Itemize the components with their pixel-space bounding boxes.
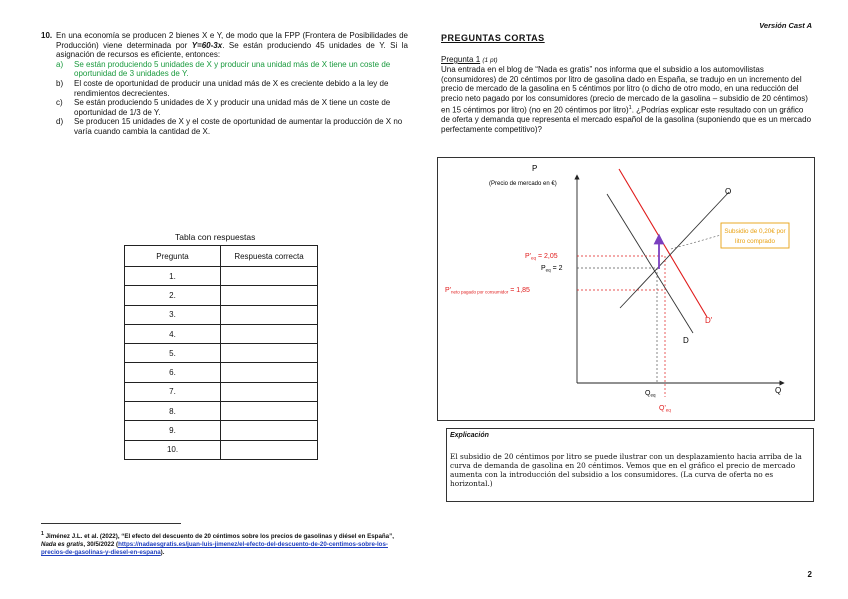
option-c: [56, 98, 408, 117]
p-net-prefix: P': [445, 287, 452, 294]
stem-text-end: . Se están produciendo 45 unidades de Y. Si la asignación de recursos es eficiente, entonces:: [56, 40, 408, 60]
option-letter: a): [56, 59, 64, 69]
option-text: Se producen 15 unidades de X y el coste de oportunidad de aumentar la producción de X no varía cuando cambia la cantidad de X.: [74, 117, 403, 136]
p-net-label: $P'_{neto pagado por consumidor} = 1,85$: [445, 287, 530, 295]
demand-shifted-label: D': [705, 316, 713, 325]
p-eq-new-sub: eq: [531, 255, 537, 261]
p-eq-sub: eq: [545, 267, 551, 273]
question-1-name: Pregunta 1: [441, 55, 481, 64]
table-row: [125, 382, 318, 401]
p-net-sub: neto pagado por consumidor: [451, 289, 509, 295]
answer-cell[interactable]: [221, 286, 318, 305]
question-1-points: (1 pt): [482, 57, 498, 64]
footnote-source: Nada es gratis: [41, 541, 84, 549]
footnote-close: ).: [160, 549, 165, 557]
p-eq-new-label: $P'_{eq} = 2,05$: [525, 253, 558, 261]
option-letter: c): [56, 98, 63, 108]
option-letter: b): [56, 78, 64, 88]
q-eq-new-label: [659, 405, 671, 413]
stem-text: En una economía se producen 2 bienes X e Y, de modo que la FPP (Frontera de Posibilidades de Producción) viene determinada por: [56, 31, 408, 50]
table-row: [125, 344, 318, 363]
version-label: Versión Cast A: [759, 21, 812, 30]
question-1-text: [441, 65, 813, 135]
footnote-divider: [41, 523, 181, 524]
explanation-text: El subsidio de 20 céntimos por litro se puede ilustrar con un desplazamiento hacia arriba de la curva de demanda de gasolina en 20 céntimos. Vemos que en el gráfico el precio de mercado aumenta con la introducción del subsidio a los consumidores. (La curva de oferta no es horizontal.): [450, 452, 802, 488]
page-number: 2: [807, 570, 812, 579]
supply-curve: [620, 192, 729, 308]
fpp-equation: Y=60-3x: [191, 40, 223, 50]
option-text: Se están produciendo 5 unidades de X y producir una unidad más de X tiene un coste de oportunidad de 1/3 de Y.: [74, 98, 391, 117]
p-net-value: 1,85: [516, 287, 530, 294]
table-row: [125, 440, 318, 459]
question-1-body: Una entrada en el blog de “Nada es gratis” nos informa que el subsidio a los automovilistas (consumidores) de 20 céntimos por litro de gasolina dado en España, se tradujo en un incremento del precio de mercado de la gasolina en 5 céntimos por litro (o dicho de otro modo, en una reducción del precio neto pagado por los consumidores (precio de mercado de la gasolina – subsidio de 20 céntimos) en 15 céntimos por litro) (no en 20 céntimos por litro): [441, 65, 808, 115]
q-eq-label: [645, 390, 656, 398]
p-eq-new-value: 2,05: [544, 253, 558, 260]
table-header-row: [125, 246, 318, 267]
supply-label: O: [725, 187, 732, 196]
supply-demand-chart: [437, 157, 815, 421]
demand-label: D: [683, 336, 689, 345]
p-eq-new-prefix: P': [525, 253, 532, 260]
question-10: [56, 31, 408, 137]
question-1-label: [441, 55, 498, 64]
footnote-text: Jiménez J.L. et al. (2022), “El efecto del descuento de 20 céntimos sobre los precios de gasolinas y diésel en España”,: [43, 533, 394, 541]
answer-cell[interactable]: [221, 344, 318, 363]
table-row: [125, 286, 318, 305]
question-cell: 9.: [125, 421, 221, 440]
x-axis-label: Q: [775, 386, 782, 395]
question-cell: 4.: [125, 324, 221, 343]
footnote-marker: 1: [41, 531, 44, 537]
question-1-body-end: . ¿Podrías explicar este resultado con un gráfico de oferta y demanda que representa el mercado español de la gasolina (suponiendo que es un mercado perfectamente competitivo)?: [441, 105, 812, 134]
question-cell: 6.: [125, 363, 221, 382]
answer-table: [124, 245, 318, 460]
answer-cell[interactable]: [221, 267, 318, 286]
table-row: [125, 324, 318, 343]
question-cell: 2.: [125, 286, 221, 305]
explanation-title: Explicación: [450, 432, 489, 439]
subsidy-annotation-line2: litro comprado: [735, 238, 775, 245]
question-cell: 3.: [125, 305, 221, 324]
y-axis-label: P: [532, 164, 538, 173]
answer-cell[interactable]: [221, 324, 318, 343]
question-stem: [56, 31, 408, 60]
answer-cell[interactable]: [221, 440, 318, 459]
y-axis-sublabel: (Precio de mercado en €): [489, 181, 557, 187]
question-cell: 1.: [125, 267, 221, 286]
question-1-footnote-ref: 1: [628, 104, 632, 111]
subsidy-annotation-line1: Subsidio de 0,20€ por: [724, 228, 786, 235]
p-eq-prefix: P: [541, 265, 546, 272]
question-cell: 5.: [125, 344, 221, 363]
option-letter: d): [56, 117, 64, 127]
answer-cell[interactable]: [221, 421, 318, 440]
answer-cell[interactable]: [221, 402, 318, 421]
q-eq-new-prefix: Q': [659, 405, 666, 412]
option-b: [56, 79, 408, 98]
q-eq-sub: eq: [650, 392, 656, 398]
table-row: [125, 363, 318, 382]
option-d: [56, 117, 408, 136]
table-row: [125, 267, 318, 286]
footnote-date: , 30/5/2022 (: [83, 541, 119, 549]
option-a: [56, 60, 408, 79]
table-row: [125, 421, 318, 440]
demand-curve: [607, 194, 693, 333]
header-respuesta: Respuesta correcta: [221, 246, 318, 267]
answer-cell[interactable]: [221, 363, 318, 382]
answer-cell[interactable]: [221, 382, 318, 401]
footnote-link[interactable]: https://nadaesgratis.es/juan-luis-jimenez/el-efecto-del-descuento-de-20-centimos-sobre-los-precios-de-gasolinas-y-diesel-en-espana: [41, 541, 388, 557]
q-eq-prefix: Q: [645, 390, 651, 397]
q-eq-new-sub: eq: [665, 407, 671, 413]
answer-table-title: Tabla con respuestas: [175, 232, 256, 242]
question-cell: 7.: [125, 382, 221, 401]
option-text: Se están produciendo 5 unidades de X y producir una unidad más de X tiene un coste de oportunidad de 3 unidades de Y.: [74, 59, 391, 79]
table-row: [125, 305, 318, 324]
option-text: El coste de oportunidad de producir una unidad más de X es creciente debido a la ley de rendimientos decrecientes.: [74, 78, 389, 98]
table-row: [125, 402, 318, 421]
question-number: 10.: [41, 31, 53, 40]
annotation-leader: [671, 235, 721, 249]
p-eq-value: 2: [558, 265, 563, 272]
header-pregunta: Pregunta: [125, 246, 221, 267]
p-eq-label: $P_{eq} = 2$: [541, 265, 563, 273]
question-cell: 8.: [125, 402, 221, 421]
question-cell: 10.: [125, 440, 221, 459]
section-title: PREGUNTAS CORTAS: [441, 33, 545, 43]
footnote: [41, 530, 401, 557]
answer-cell[interactable]: [221, 305, 318, 324]
